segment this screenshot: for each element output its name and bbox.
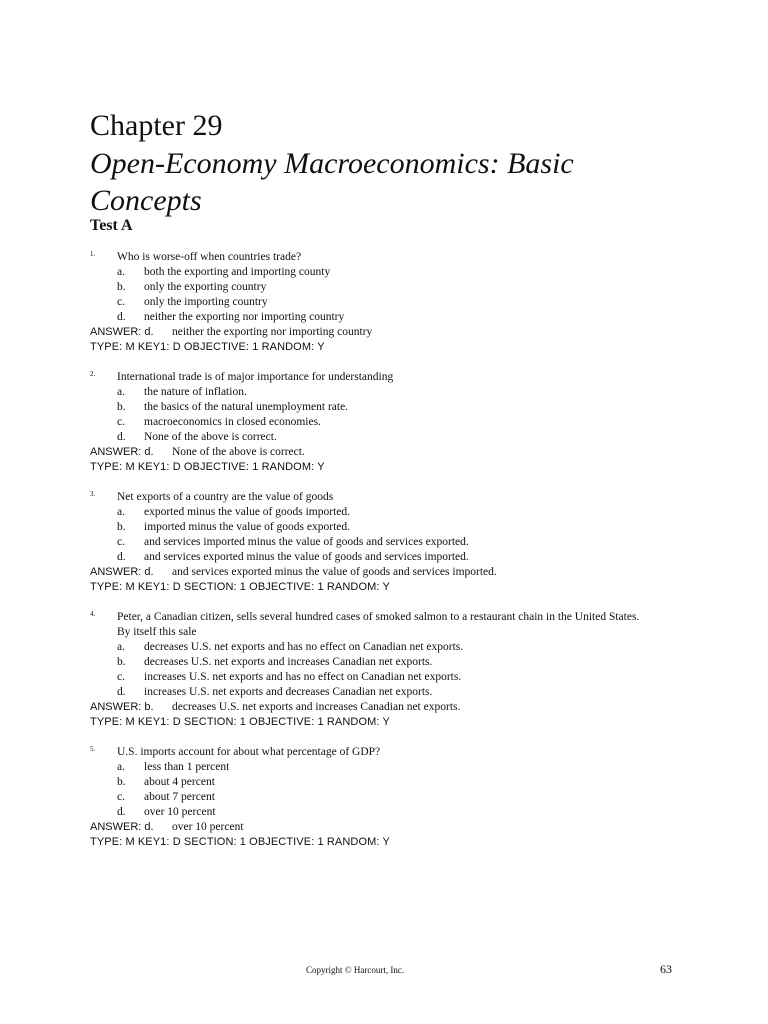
option-a (90, 505, 650, 520)
option-letter: a. (117, 386, 125, 398)
option-text: macroeconomics in closed economies. (144, 416, 321, 428)
option-letter: d. (117, 311, 126, 323)
option-text: exported minus the value of goods imported. (144, 506, 351, 518)
option-b (90, 655, 650, 670)
question-text: Net exports of a country are the value of goods (117, 491, 334, 503)
option-text: increases U.S. net exports and decreases Canadian net exports. (144, 686, 433, 698)
question-5 (90, 745, 650, 850)
option-text: neither the exporting nor importing country (144, 311, 345, 323)
question-4 (90, 610, 650, 730)
option-text: about 7 percent (144, 791, 215, 803)
option-text: imported minus the value of goods exported. (144, 521, 351, 533)
test-heading: Test A (90, 217, 133, 234)
option-text: and services imported minus the value of goods and services exported. (144, 536, 469, 548)
option-letter: c. (117, 671, 125, 683)
option-text: the nature of inflation. (144, 386, 247, 398)
option-letter: d. (117, 806, 126, 818)
answer-label: ANSWER: d. (90, 326, 154, 338)
option-text: decreases U.S. net exports and has no effect on Canadian net exports. (144, 641, 464, 653)
question-number: 5. (90, 745, 96, 753)
answer-line (90, 565, 650, 580)
option-b (90, 280, 650, 295)
chapter-title: Open-Economy Macroeconomics: Basic Concepts (90, 147, 574, 217)
question-text: Who is worse-off when countries trade? (117, 251, 302, 263)
option-c (90, 415, 650, 430)
option-letter: c. (117, 416, 125, 428)
option-d (90, 550, 650, 565)
option-c (90, 295, 650, 310)
option-text: decreases U.S. net exports and increases Canadian net exports. (144, 656, 433, 668)
option-letter: d. (117, 686, 126, 698)
answer-text: neither the exporting nor importing country (172, 326, 373, 338)
question-3 (90, 490, 650, 595)
question-list (90, 250, 650, 865)
option-letter: c. (117, 791, 125, 803)
option-letter: b. (117, 521, 126, 533)
copyright-footer: Copyright © Harcourt, Inc. (306, 965, 405, 975)
option-a (90, 760, 650, 775)
answer-text: and services exported minus the value of goods and services imported. (172, 566, 497, 578)
type-line: TYPE: M KEY1: D SECTION: 1 OBJECTIVE: 1 RANDOM: Y (90, 836, 390, 848)
question-text: Peter, a Canadian citizen, sells several hundred cases of smoked salmon to a restaurant chain in the United States. By itself this sale (117, 611, 640, 638)
type-line: TYPE: M KEY1: D SECTION: 1 OBJECTIVE: 1 RANDOM: Y (90, 716, 390, 728)
option-d (90, 805, 650, 820)
answer-label: ANSWER: d. (90, 821, 154, 833)
option-text: over 10 percent (144, 806, 216, 818)
option-letter: c. (117, 536, 125, 548)
option-a (90, 265, 650, 280)
question-number: 4. (90, 610, 96, 618)
answer-line (90, 700, 650, 715)
option-text: only the importing country (144, 296, 268, 308)
option-c (90, 670, 650, 685)
option-b (90, 775, 650, 790)
option-letter: b. (117, 776, 126, 788)
option-a (90, 640, 650, 655)
answer-label: ANSWER: d. (90, 446, 154, 458)
option-letter: d. (117, 551, 126, 563)
option-b (90, 520, 650, 535)
option-text: the basics of the natural unemployment rate. (144, 401, 349, 413)
option-d (90, 310, 650, 325)
option-letter: b. (117, 281, 126, 293)
answer-label: ANSWER: d. (90, 566, 154, 578)
question-number: 2. (90, 370, 96, 378)
answer-line (90, 445, 650, 460)
question-text: U.S. imports account for about what percentage of GDP? (117, 746, 381, 758)
question-2 (90, 370, 650, 475)
option-d (90, 430, 650, 445)
question-number: 3. (90, 490, 96, 498)
option-letter: a. (117, 641, 125, 653)
option-letter: a. (117, 761, 125, 773)
option-b (90, 400, 650, 415)
option-letter: d. (117, 431, 126, 443)
type-line: TYPE: M KEY1: D OBJECTIVE: 1 RANDOM: Y (90, 341, 325, 353)
option-text: about 4 percent (144, 776, 215, 788)
answer-text: over 10 percent (172, 821, 244, 833)
question-number: 1. (90, 250, 96, 258)
option-letter: b. (117, 401, 126, 413)
answer-text: None of the above is correct. (172, 446, 305, 458)
option-c (90, 535, 650, 550)
type-line: TYPE: M KEY1: D OBJECTIVE: 1 RANDOM: Y (90, 461, 325, 473)
option-text: increases U.S. net exports and has no effect on Canadian net exports. (144, 671, 462, 683)
option-d (90, 685, 650, 700)
chapter-heading: Chapter 29 (90, 109, 223, 142)
page-number: 63 (660, 962, 672, 976)
option-letter: c. (117, 296, 125, 308)
type-line: TYPE: M KEY1: D SECTION: 1 OBJECTIVE: 1 RANDOM: Y (90, 581, 390, 593)
answer-line (90, 325, 650, 340)
answer-text: decreases U.S. net exports and increases Canadian net exports. (172, 701, 461, 713)
option-text: only the exporting country (144, 281, 267, 293)
option-c (90, 790, 650, 805)
option-text: None of the above is correct. (144, 431, 277, 443)
question-1 (90, 250, 650, 355)
option-text: and services exported minus the value of goods and services imported. (144, 551, 469, 563)
option-text: less than 1 percent (144, 761, 230, 773)
answer-label: ANSWER: b. (90, 701, 154, 713)
option-letter: a. (117, 506, 125, 518)
option-a (90, 385, 650, 400)
question-text: International trade is of major importance for understanding (117, 371, 394, 383)
answer-line (90, 820, 650, 835)
option-letter: a. (117, 266, 125, 278)
option-text: both the exporting and importing county (144, 266, 331, 278)
option-letter: b. (117, 656, 126, 668)
